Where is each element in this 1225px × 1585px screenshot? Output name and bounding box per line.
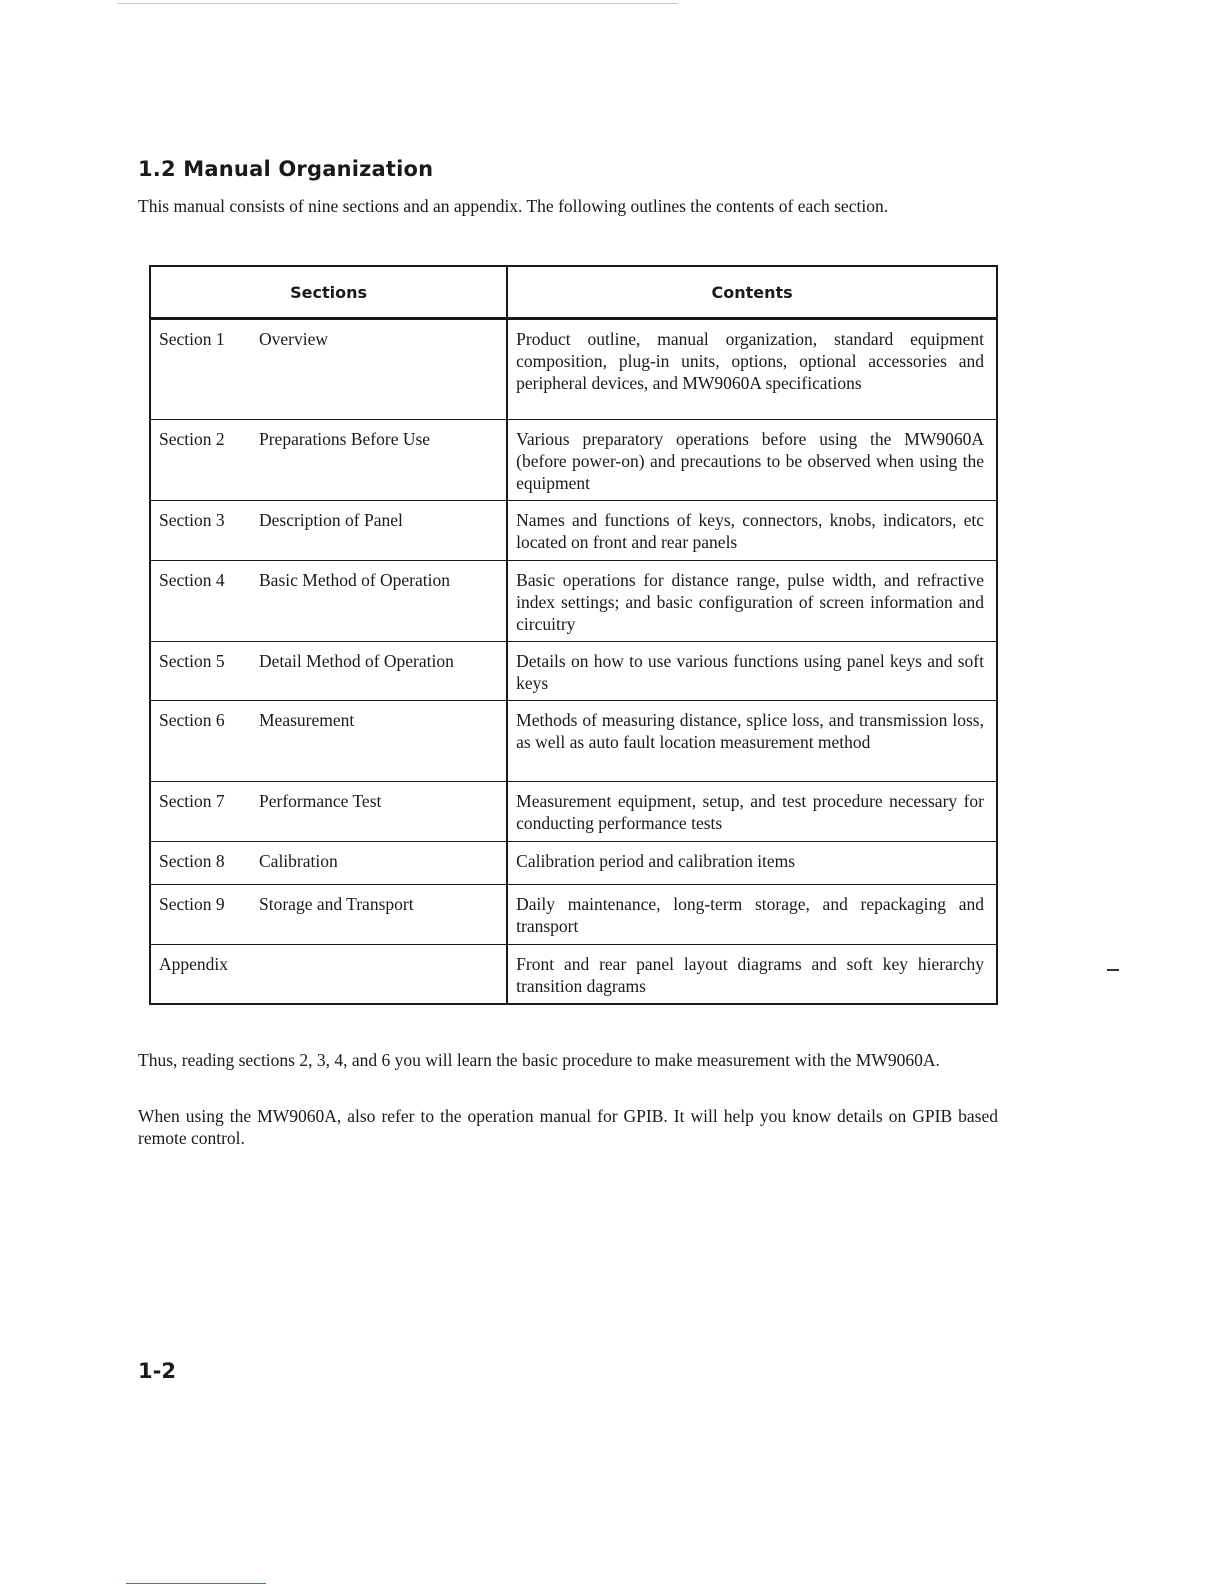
contents-cell: Front and rear panel layout diagrams and soft key hierarchy transition dagrams	[507, 945, 997, 1004]
scan-artifact-top-line	[118, 3, 678, 4]
table-row	[150, 945, 997, 1004]
table-row	[150, 642, 997, 701]
table-row	[150, 782, 997, 842]
section-title: Overview	[259, 329, 329, 349]
table-header-row	[150, 266, 997, 319]
manual-organization-table	[149, 265, 998, 1005]
section-cell	[150, 319, 507, 420]
table-row	[150, 319, 997, 420]
contents-cell: Daily maintenance, long-term storage, and repackaging and transport	[507, 885, 997, 945]
table-row	[150, 885, 997, 945]
section-number: Section 3	[159, 510, 225, 530]
contents-cell: Details on how to use various functions using panel keys and soft keys	[507, 642, 997, 701]
section-heading: 1.2 Manual Organization	[138, 157, 434, 181]
gpib-note-paragraph: When using the MW9060A, also refer to the operation manual for GPIB. It will help you know details on GPIB based remote control.	[138, 1106, 998, 1148]
section-number: Section 4	[159, 570, 225, 590]
section-cell	[150, 420, 507, 501]
section-number: Section 2	[159, 429, 225, 449]
header-sections: Sections	[150, 266, 507, 319]
section-title: Performance Test	[259, 791, 382, 811]
contents-cell: Basic operations for distance range, pulse width, and refractive index settings; and basic configuration of screen information and circuitry	[507, 561, 997, 642]
section-cell	[150, 642, 507, 701]
section-cell	[150, 782, 507, 842]
margin-mark	[1107, 969, 1119, 971]
section-title: Description of Panel	[259, 510, 403, 530]
table-row	[150, 501, 997, 561]
table-row	[150, 561, 997, 642]
section-number: Section 5	[159, 651, 225, 671]
contents-cell: Various preparatory operations before using the MW9060A (before power-on) and precautions to be observed when using the equipment	[507, 420, 997, 501]
header-contents: Contents	[507, 266, 997, 319]
section-number: Section 1	[159, 329, 225, 349]
contents-cell: Calibration period and calibration items	[507, 842, 997, 885]
table-row	[150, 842, 997, 885]
section-cell	[150, 885, 507, 945]
contents-cell: Names and functions of keys, connectors, knobs, indicators, etc located on front and rear panels	[507, 501, 997, 561]
appendix-label: Appendix	[159, 954, 229, 974]
section-number: Section 7	[159, 791, 225, 811]
section-title: Storage and Transport	[259, 894, 414, 914]
section-cell	[150, 945, 507, 1004]
section-title: Calibration	[259, 851, 338, 871]
section-cell	[150, 561, 507, 642]
page-number: 1-2	[138, 1359, 176, 1383]
section-title: Detail Method of Operation	[259, 651, 454, 671]
section-title: Preparations Before Use	[259, 429, 431, 449]
scan-artifact-bottom-line	[126, 1583, 266, 1584]
section-number: Section 8	[159, 851, 225, 871]
section-cell	[150, 701, 507, 782]
section-title: Measurement	[259, 710, 355, 730]
section-title: Basic Method of Operation	[259, 570, 450, 590]
section-cell	[150, 501, 507, 561]
contents-cell: Product outline, manual organization, standard equipment composition, plug-in units, options, optional accessories and peripheral devices, and MW9060A specifications	[507, 319, 997, 420]
contents-cell: Methods of measuring distance, splice loss, and transmission loss, as well as auto fault location measurement method	[507, 701, 997, 782]
contents-cell: Measurement equipment, setup, and test procedure necessary for conducting performance tests	[507, 782, 997, 842]
section-cell	[150, 842, 507, 885]
summary-paragraph: Thus, reading sections 2, 3, 4, and 6 you will learn the basic procedure to make measurement with the MW9060A.	[138, 1050, 940, 1070]
intro-paragraph: This manual consists of nine sections and an appendix. The following outlines the contents of each section.	[138, 196, 889, 216]
table-row	[150, 701, 997, 782]
section-number: Section 9	[159, 894, 225, 914]
table-row	[150, 420, 997, 501]
section-number: Section 6	[159, 710, 225, 730]
